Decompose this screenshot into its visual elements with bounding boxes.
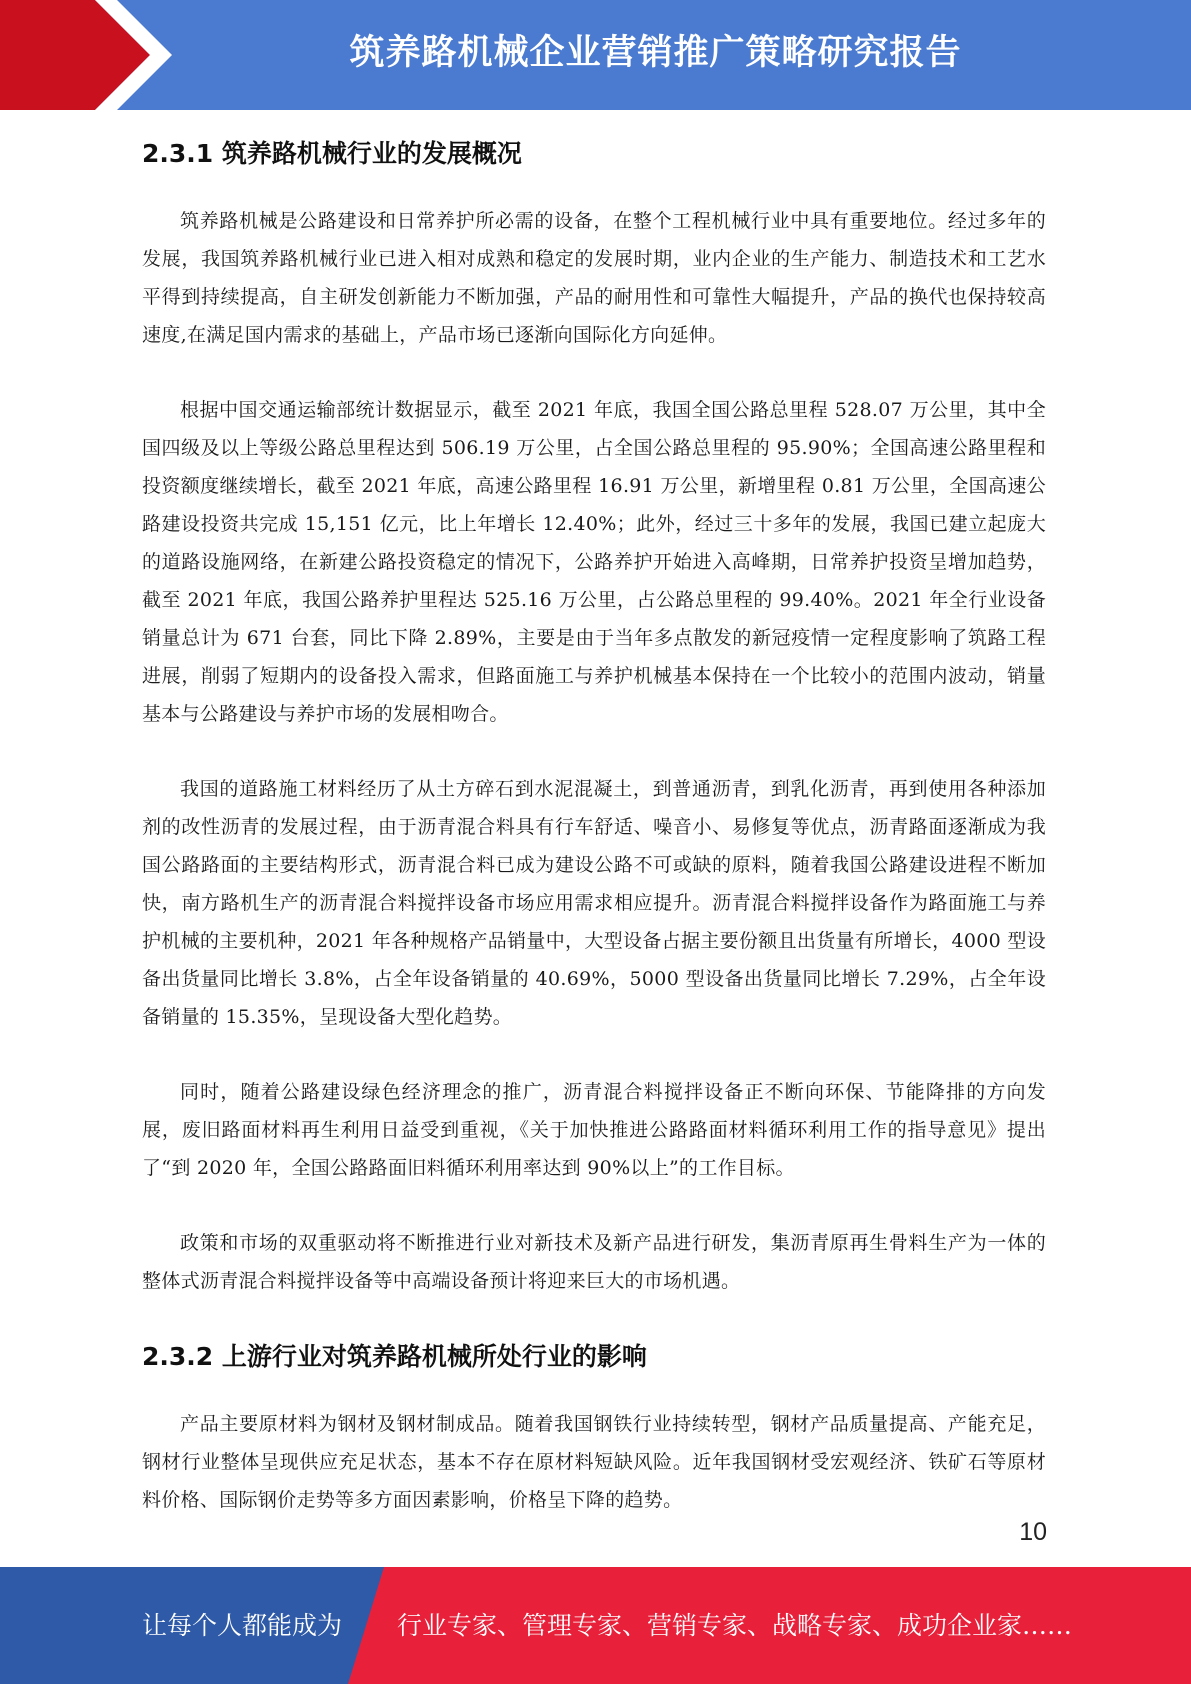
footer-slogan-left: 让每个人都能成为 <box>142 1611 343 1640</box>
footer-slogan-right: 行业专家、管理专家、营销专家、战略专家、成功企业家…… <box>397 1611 1073 1640</box>
section-heading-2-3-2: 2.3.2 上游行业对筑养路机械所处行业的影响 <box>142 1342 647 1371</box>
section-heading-2-3-1: 2.3.1 筑养路机械行业的发展概况 <box>142 139 522 168</box>
paragraph: 产品主要原材料为钢材及钢材制成品。随着我国钢铁行业持续转型，钢材产品质量提高、产能充足，钢材行业整体呈现供应充足状态，基本不存在原材料短缺风险。近年我国钢材受宏观经济、铁矿石等原材料价格、国际钢价走势等多方面因素影响，价格呈下降的趋势。 <box>142 1413 1046 1511</box>
paragraph: 根据中国交通运输部统计数据显示，截至 2021 年底，我国全国公路总里程 528.07 万公里，其中全国四级及以上等级公路总里程达到 506.19 万公里，占全国公路总里程的 95.90%；全国高速公路里程和投资额度继续增长，截至 2021 年底，高速公路里程 16.91 万公里，新增里程 0.81 万公里，全国高速公路建设投资共完成 15,151 亿元，比上年增长 12.40%；此外，经过三十多年的发展，我国已建立起庞大的道路设施网络，在新建公路投资稳定的情况下，公路养护开始进入高峰期，日常养护投资呈增加趋势，截至 2021 年底，我国公路养护里程达 525.16 万公里，占公路总里程的 99.40%。2021 年全行业设备销量总计为 671 台套，同比下降 2.89%，主要是由于当年多点散发的新冠疫情一定程度影响了筑路工程进展，削弱了短期内的设备投入需求，但路面施工与养护机械基本保持在一个比较小的范围内波动，销量基本与公路建设与养护市场的发展相吻合。 <box>142 399 1046 725</box>
page-number: 10 <box>1019 1518 1047 1546</box>
page-footer <box>0 1567 1191 1684</box>
paragraph: 我国的道路施工材料经历了从土方碎石到水泥混凝土，到普通沥青，到乳化沥青，再到使用各种添加剂的改性沥青的发展过程，由于沥青混合料具有行车舒适、噪音小、易修复等优点，沥青路面逐渐成为我国公路路面的主要结构形式，沥青混合料已成为建设公路不可或缺的原料，随着我国公路建设进程不断加快，南方路机生产的沥青混合料搅拌设备市场应用需求相应提升。沥青混合料搅拌设备作为路面施工与养护机械的主要机种，2021 年各种规格产品销量中，大型设备占据主要份额且出货量有所增长，4000 型设备出货量同比增长 3.8%，占全年设备销量的 40.69%，5000 型设备出货量同比增长 7.29%，占全年设备销量的 15.35%，呈现设备大型化趋势。 <box>142 778 1046 1028</box>
paragraph: 政策和市场的双重驱动将不断推进行业对新技术及新产品进行研发，集沥青原再生骨料生产为一体的整体式沥青混合料搅拌设备等中高端设备预计将迎来巨大的市场机遇。 <box>142 1232 1046 1292</box>
main-content <box>142 120 1046 1556</box>
page-header <box>0 0 1191 110</box>
report-title: 筑养路机械企业营销推广策略研究报告 <box>349 33 962 73</box>
paragraph: 同时，随着公路建设绿色经济理念的推广，沥青混合料搅拌设备正不断向环保、节能降排的方向发展，废旧路面材料再生利用日益受到重视，《关于加快推进公路路面材料循环利用工作的指导意见》提出了“到 2020 年，全国公路路面旧料循环利用率达到 90%以上”的工作目标。 <box>142 1081 1046 1179</box>
paragraph: 筑养路机械是公路建设和日常养护所必需的设备，在整个工程机械行业中具有重要地位。经过多年的发展，我国筑养路机械行业已进入相对成熟和稳定的发展时期，业内企业的生产能力、制造技术和工艺水平得到持续提高，自主研发创新能力不断加强，产品的耐用性和可靠性大幅提升，产品的换代也保持较高速度,在满足国内需求的基础上，产品市场已逐渐向国际化方向延伸。 <box>142 210 1046 346</box>
